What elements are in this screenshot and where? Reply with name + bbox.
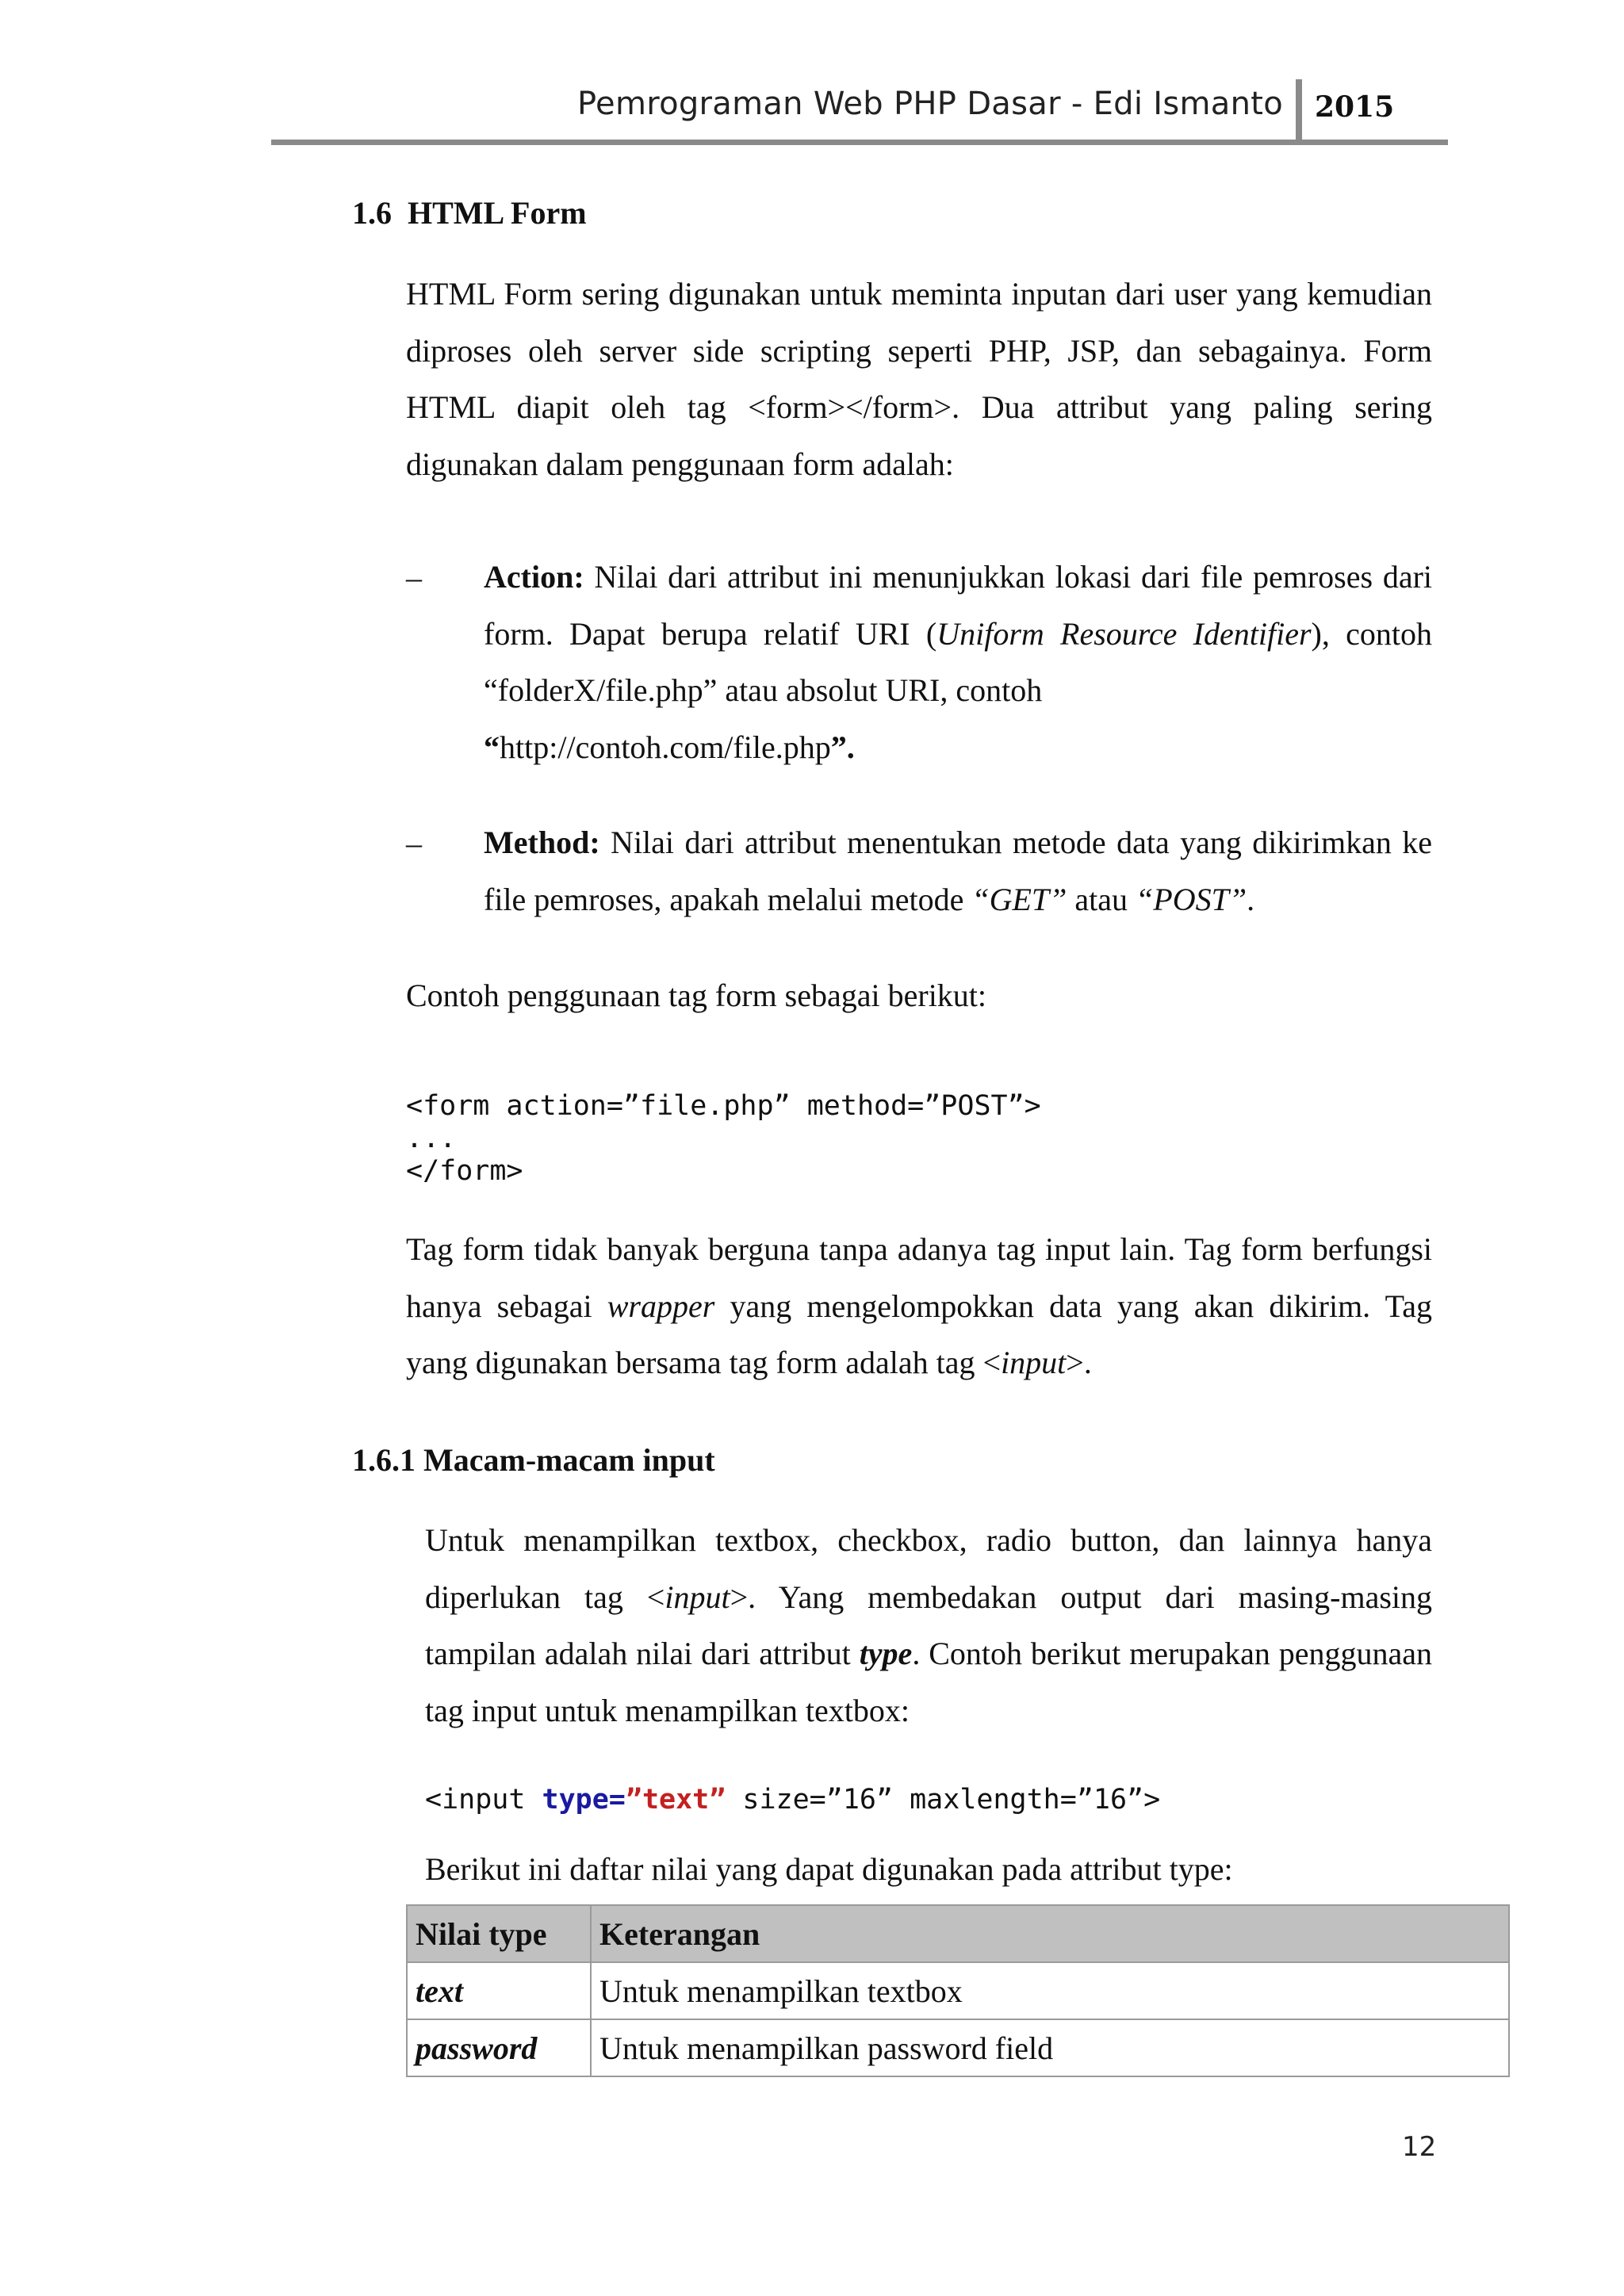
section-intro-paragraph: HTML Form sering digunakan untuk meminta inputan dari user yang kemudian diproses oleh server side scripting seperti PHP, JSP, dan sebagainya. Form HTML diapit oleh tag <form></form>. Dua attribut yang paling sering digunakan dalam penggunaan form adalah: [406, 276, 1432, 482]
bullet-method-post: “POST” [1136, 881, 1247, 917]
type-values-table [406, 1904, 1510, 2077]
bullet-method-get: “GET” [971, 881, 1067, 917]
sub-intro-c: . Contoh berikut merupakan penggunaan tag input untuk menampilkan textbox: [425, 1636, 1432, 1728]
list-intro: Berikut ini daftar nilai yang dapat digunakan pada attribut type: [425, 1851, 1233, 1887]
code-input-attr: type= [542, 1784, 626, 1816]
bullet-method-text-a: Nilai dari attribut menentukan metode data yang dikirimkan ke file pemroses, apakah melalui metode [484, 825, 1432, 917]
wrapper-text-b: yang mengelompokkan data yang akan dikirim. Tag yang digunakan bersama tag form adalah tag < [406, 1288, 1432, 1380]
table-header-cell: Keterangan [591, 1905, 1509, 1962]
bullet-action-quote-open: “ [484, 729, 500, 765]
bullet-action-text-b: ), contoh “folderX/file.php” atau absolut URI, contoh [484, 615, 1432, 708]
header-divider [1296, 79, 1302, 143]
page-number: 12 [1402, 2131, 1437, 2163]
wrapper-text-a: Tag form tidak banyak berguna tanpa adanya tag input lain. Tag form berfungsi hanya sebagai [406, 1231, 1432, 1324]
code-input-prefix: <input [425, 1784, 542, 1816]
bullet-action-italic: Uniform Resource Identifier [936, 615, 1312, 652]
bullet-method-end: . [1247, 881, 1255, 917]
bullet-action-term: Action: [484, 559, 584, 595]
code-input-example [425, 1784, 1160, 1816]
sub-intro-a: Untuk menampilkan textbox, checkbox, radio button, dan lainnya hanya diperlukan tag < [425, 1522, 1432, 1615]
wrapper-paragraph [406, 1221, 1432, 1391]
table-cell-description: Untuk menampilkan password field [591, 2019, 1509, 2076]
code-form-example: <form action=”file.php” method=”POST”> ... </form> [406, 1090, 1041, 1187]
section-heading: 1.6 HTML Form [352, 195, 587, 231]
sub-intro-b: >. Yang membedakan output dari masing-masing tampilan adalah nilai dari attribut [425, 1578, 1433, 1671]
bullet-action-text-a: Nilai dari attribut ini menunjukkan lokasi dari file pemroses dari form. Dapat berupa relatif URI ( [484, 559, 1432, 652]
bullet-action [484, 549, 1432, 775]
bullet-method-mid: atau [1067, 881, 1136, 917]
table-header-cell: Nilai type [407, 1905, 591, 1962]
subsection-heading: 1.6.1 Macam-macam input [352, 1442, 715, 1478]
bullet-dash-method: – [406, 825, 422, 861]
wrapper-tag: input [1001, 1345, 1067, 1380]
bullet-action-quote-close: ”. [830, 729, 855, 765]
bullet-action-url: http://contoh.com/file.php [500, 729, 831, 765]
sub-intro-attr: type [859, 1636, 913, 1671]
table-row [407, 1962, 1509, 2019]
bullet-method-term: Method: [484, 825, 600, 860]
table-cell-type: password [407, 2019, 591, 2076]
code-input-value: ”text” [625, 1784, 726, 1816]
wrapper-italic: wrapper [607, 1288, 715, 1324]
table-row [407, 2019, 1509, 2076]
running-header-year: 2015 [1315, 90, 1395, 124]
bullet-dash-action: – [406, 560, 422, 595]
table-cell-description: Untuk menampilkan textbox [591, 1962, 1509, 2019]
example-intro: Contoh penggunaan tag form sebagai berikut: [406, 978, 987, 1013]
wrapper-text-c: >. [1066, 1345, 1092, 1380]
sub-intro-tag: input [665, 1578, 730, 1615]
table-cell-type: text [407, 1962, 591, 2019]
running-header-title: Pemrograman Web PHP Dasar - Edi Ismanto [577, 86, 1283, 122]
code-input-suffix: size=”16” maxlength=”16”> [726, 1784, 1161, 1816]
table-header-row [407, 1905, 1509, 1962]
header-rule [271, 140, 1448, 145]
bullet-method [484, 814, 1432, 928]
subsection-intro-paragraph [425, 1512, 1432, 1739]
